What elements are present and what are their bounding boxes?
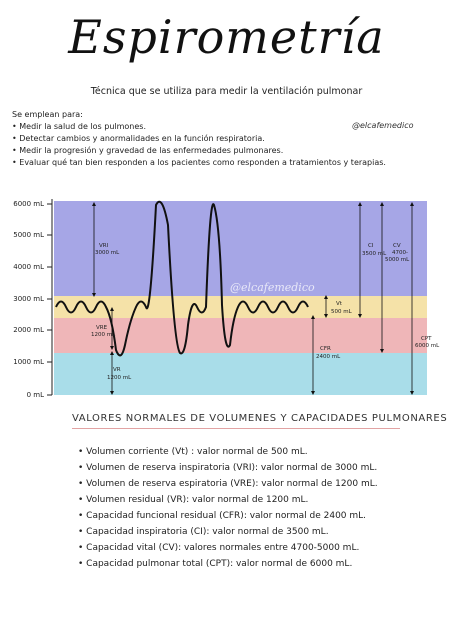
rv-band (54, 353, 427, 395)
author-handle: @elcafemedico (352, 121, 414, 130)
intro-lead: Se emplean para: (12, 110, 83, 119)
cfr-label: CFR (320, 346, 331, 352)
intro-list (12, 121, 386, 169)
y-tick-label: 6000 mL (13, 200, 44, 208)
value-item: • Capacidad pulmonar total (CPT): valor normal de 6000 mL. (78, 556, 378, 572)
value-item: • Volumen corriente (Vt) : valor normal de 500 mL. (78, 444, 378, 460)
cpt-label: CPT (421, 336, 432, 342)
y-tick-label: 4000 mL (13, 263, 44, 271)
vr-value: 1200 mL (107, 375, 132, 381)
spirometry-diagram (0, 195, 453, 405)
vri-label: VRI (99, 243, 109, 249)
ci-label: CI (368, 243, 374, 249)
watermark-text: @elcafemedico (230, 281, 315, 294)
value-item: • Capacidad inspiratoria (CI): valor normal de 3500 mL. (78, 524, 378, 540)
page-subtitle: Técnica que se utiliza para medir la ventilación pulmonar (90, 86, 363, 97)
normal-values-list (78, 444, 378, 572)
value-item: • Volumen de reserva inspiratoria (VRI): valor normal de 3000 mL. (78, 460, 378, 476)
vt-label: Vt (336, 301, 342, 307)
value-item: • Volumen de reserva espiratoria (VRE): valor normal de 1200 mL. (78, 476, 378, 492)
intro-item: • Detectar cambios y anormalidades en la función respiratoria. (12, 133, 386, 145)
y-tick-label: 5000 mL (13, 231, 44, 239)
cv-value-top: 4700- (392, 250, 408, 256)
y-tick-label: 2000 mL (13, 326, 44, 334)
vre-value: 1200 mL (91, 332, 116, 338)
intro-item: • Medir la progresión y gravedad de las enfermedades pulmonares. (12, 145, 386, 157)
cv-label: CV (393, 243, 401, 249)
intro-item: • Medir la salud de los pulmones. (12, 121, 386, 133)
section-title: VALORES NORMALES DE VOLUMENES Y CAPACIDADES PULMONARES (72, 413, 448, 424)
vre-label: VRE (96, 325, 108, 331)
value-item: • Capacidad vital (CV): valores normales entre 4700-5000 mL. (78, 540, 378, 556)
y-tick-label: 1000 mL (13, 358, 44, 366)
cpt-value: 6000 mL (415, 343, 440, 349)
y-tick-label: 0 mL (26, 391, 44, 399)
vr-label: VR (113, 367, 121, 373)
section-divider (72, 428, 400, 429)
value-item: • Capacidad funcional residual (CFR): valor normal de 2400 mL. (78, 508, 378, 524)
cfr-value: 2400 mL (316, 354, 341, 360)
cv-value-bottom: 5000 mL (385, 257, 410, 263)
intro-block (12, 109, 386, 169)
value-item: • Volumen residual (VR): valor normal de 1200 mL. (78, 492, 378, 508)
ci-value: 3500 mL (362, 251, 387, 257)
y-tick-label: 3000 mL (13, 295, 44, 303)
vri-value: 3000 mL (95, 250, 120, 256)
vt-value: 500 mL (331, 309, 352, 315)
normal-values-block (78, 444, 378, 572)
page-title: Espirometría (68, 10, 385, 64)
intro-item: • Evaluar qué tan bien responden a los pacientes como responden a tratamientos y terapias. (12, 157, 386, 169)
